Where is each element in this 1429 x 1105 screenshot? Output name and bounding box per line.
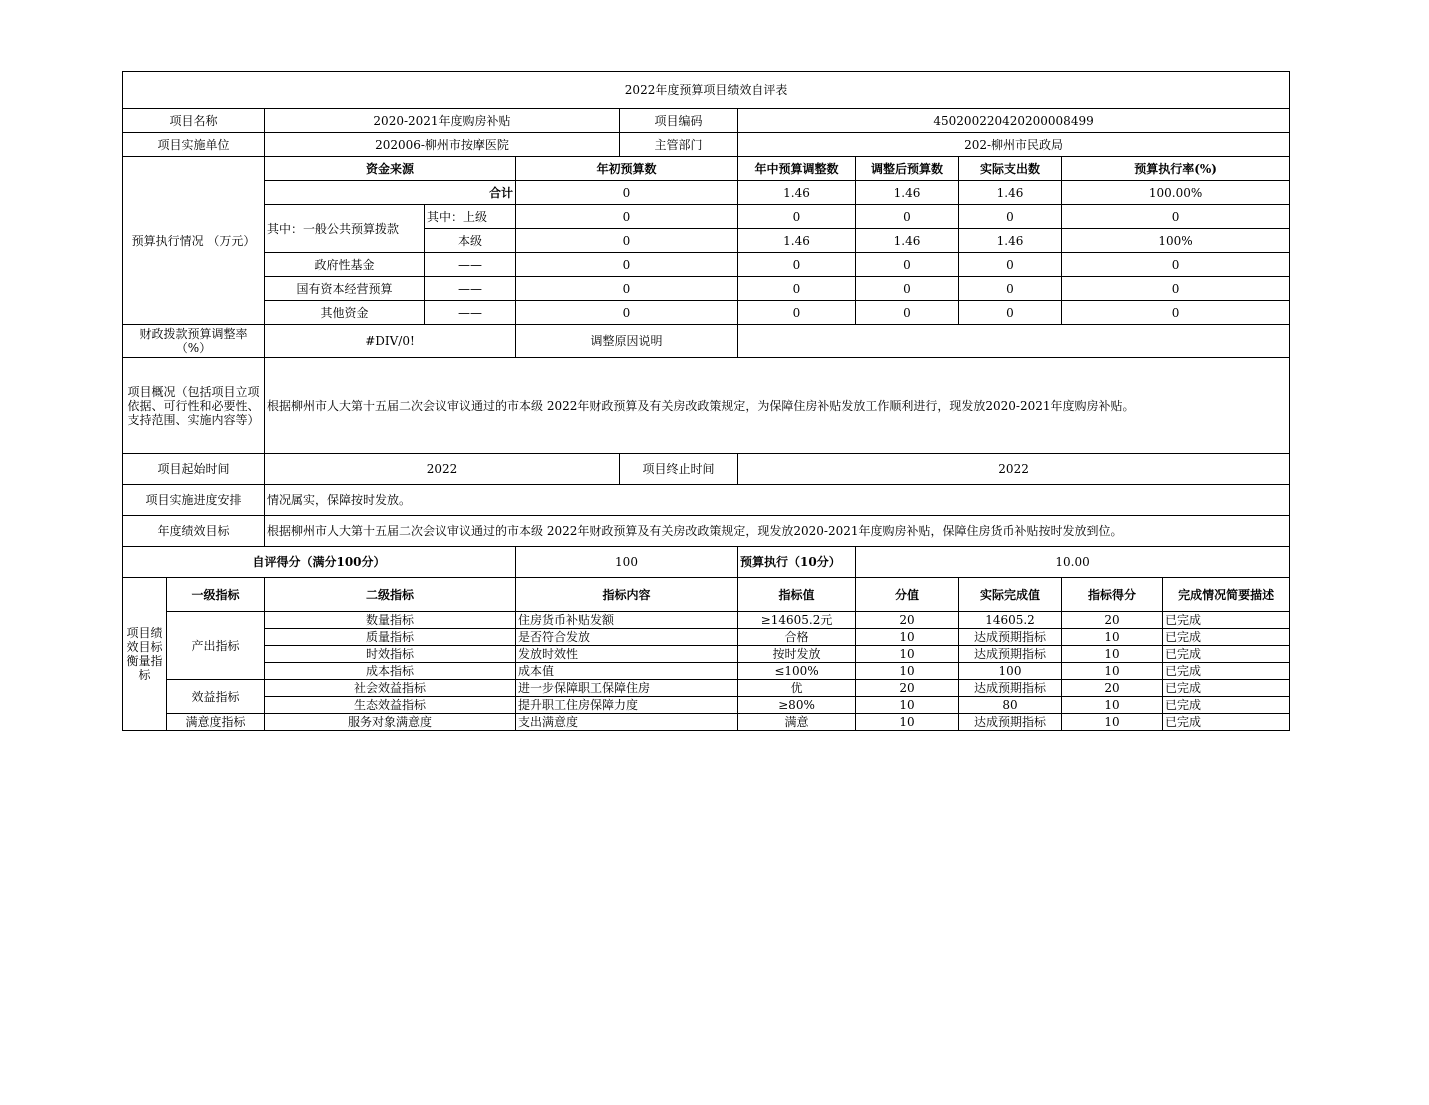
sub-local-adjusted: 1.46 bbox=[856, 229, 959, 253]
project-code-label: 项目编码 bbox=[620, 109, 738, 133]
sub-upper-adjusted: 0 bbox=[856, 205, 959, 229]
total-initial: 0 bbox=[516, 181, 738, 205]
start-time-label: 项目起始时间 bbox=[123, 454, 265, 485]
progress-label: 项目实施进度安排 bbox=[123, 485, 265, 516]
project-name: 2020-2021年度购房补贴 bbox=[265, 109, 620, 133]
gov-fund-rate: 0 bbox=[1062, 253, 1290, 277]
state-capital-label: 国有资本经营预算 bbox=[265, 277, 425, 301]
gov-fund-dash: —— bbox=[425, 253, 516, 277]
indicator-description: 已完成 bbox=[1163, 697, 1290, 714]
indicator-level2: 服务对象满意度 bbox=[265, 714, 516, 731]
budget-exec-score: 10.00 bbox=[856, 547, 1290, 578]
col-adjusted-budget: 调整后预算数 bbox=[856, 157, 959, 181]
sub-local-rate: 100% bbox=[1062, 229, 1290, 253]
adjust-reason-label: 调整原因说明 bbox=[516, 325, 738, 358]
gov-fund-adjusted: 0 bbox=[856, 253, 959, 277]
indicator-content: 住房货币补贴发额 bbox=[516, 612, 738, 629]
start-time: 2022 bbox=[265, 454, 620, 485]
department-label: 主管部门 bbox=[620, 133, 738, 157]
sub-upper-midyear: 0 bbox=[738, 205, 856, 229]
indicator-actual: 达成预期指标 bbox=[959, 646, 1062, 663]
indicator-description: 已完成 bbox=[1163, 612, 1290, 629]
indicator-content: 进一步保障职工保障住房 bbox=[516, 680, 738, 697]
indicator-actual: 80 bbox=[959, 697, 1062, 714]
sub-upper-rate: 0 bbox=[1062, 205, 1290, 229]
state-capital-initial: 0 bbox=[516, 277, 738, 301]
indicator-weight: 10 bbox=[856, 629, 959, 646]
indicator-level2: 成本指标 bbox=[265, 663, 516, 680]
annual-goal-text: 根据柳州市人大第十五届二次会议审议通过的市本级 2022年财政预算及有关房改政策规定，现发放2020-2021年度购房补贴，保障住房货币补贴按时发放到位。 bbox=[265, 516, 1290, 547]
indicator-score: 10 bbox=[1062, 646, 1163, 663]
other-fund-midyear: 0 bbox=[738, 301, 856, 325]
indicator-description: 已完成 bbox=[1163, 714, 1290, 731]
satisfaction-indicator-label: 满意度指标 bbox=[167, 714, 265, 731]
indicator-content: 是否符合发放 bbox=[516, 629, 738, 646]
indicator-score: 20 bbox=[1062, 680, 1163, 697]
indicator-target: 按时发放 bbox=[738, 646, 856, 663]
indicator-level2: 时效指标 bbox=[265, 646, 516, 663]
indicator-target: 优 bbox=[738, 680, 856, 697]
overview-text: 根据柳州市人大第十五届二次会议审议通过的市本级 2022年财政预算及有关房改政策规定，为保障住房补贴发放工作顺利进行，现发放2020-2021年度购房补贴。 bbox=[265, 358, 1290, 454]
indicator-content: 发放时效性 bbox=[516, 646, 738, 663]
col-exec-rate: 预算执行率(%) bbox=[1062, 157, 1290, 181]
indicator-target: 合格 bbox=[738, 629, 856, 646]
indicator-score: 10 bbox=[1062, 629, 1163, 646]
indicator-target: ≥14605.2元 bbox=[738, 612, 856, 629]
indicator-weight: 20 bbox=[856, 612, 959, 629]
indicator-description: 已完成 bbox=[1163, 663, 1290, 680]
total-actual: 1.46 bbox=[959, 181, 1062, 205]
total-midyear: 1.46 bbox=[738, 181, 856, 205]
col-midyear-adjust: 年中预算调整数 bbox=[738, 157, 856, 181]
indicator-level2: 质量指标 bbox=[265, 629, 516, 646]
other-fund-rate: 0 bbox=[1062, 301, 1290, 325]
adjust-rate-label: 财政拨款预算调整率（%） bbox=[123, 325, 265, 358]
indicator-level2: 生态效益指标 bbox=[265, 697, 516, 714]
col-content: 指标内容 bbox=[516, 578, 738, 612]
self-score: 100 bbox=[516, 547, 738, 578]
page-title: 2022年度预算项目绩效自评表 bbox=[123, 72, 1290, 109]
performance-self-evaluation-table bbox=[122, 71, 1290, 731]
indicator-weight: 10 bbox=[856, 646, 959, 663]
indicator-description: 已完成 bbox=[1163, 629, 1290, 646]
indicator-actual: 达成预期指标 bbox=[959, 629, 1062, 646]
sub-local-label: 本级 bbox=[425, 229, 516, 253]
other-fund-label: 其他资金 bbox=[265, 301, 425, 325]
other-fund-adjusted: 0 bbox=[856, 301, 959, 325]
col-target: 指标值 bbox=[738, 578, 856, 612]
implementing-unit-label: 项目实施单位 bbox=[123, 133, 265, 157]
overview-label: 项目概况（包括项目立项依据、可行性和必要性、支持范围、实施内容等） bbox=[123, 358, 265, 454]
indicator-content: 支出满意度 bbox=[516, 714, 738, 731]
indicator-level2: 社会效益指标 bbox=[265, 680, 516, 697]
department: 202-柳州市民政局 bbox=[738, 133, 1290, 157]
indicator-target: 满意 bbox=[738, 714, 856, 731]
project-code: 450200220420200008499 bbox=[738, 109, 1290, 133]
col-description: 完成情况简要描述 bbox=[1163, 578, 1290, 612]
indicator-content: 提升职工住房保障力度 bbox=[516, 697, 738, 714]
indicator-description: 已完成 bbox=[1163, 680, 1290, 697]
gov-fund-label: 政府性基金 bbox=[265, 253, 425, 277]
indicator-target: ≤100% bbox=[738, 663, 856, 680]
state-capital-rate: 0 bbox=[1062, 277, 1290, 301]
indicator-content: 成本值 bbox=[516, 663, 738, 680]
gov-fund-initial: 0 bbox=[516, 253, 738, 277]
gov-fund-midyear: 0 bbox=[738, 253, 856, 277]
sub-upper-label: 其中：上级 bbox=[425, 205, 516, 229]
progress-text: 情况属实，保障按时发放。 bbox=[265, 485, 1290, 516]
sub-upper-initial: 0 bbox=[516, 205, 738, 229]
indicator-weight: 20 bbox=[856, 680, 959, 697]
sub-local-initial: 0 bbox=[516, 229, 738, 253]
sub-local-actual: 1.46 bbox=[959, 229, 1062, 253]
indicator-weight: 10 bbox=[856, 714, 959, 731]
indicator-weight: 10 bbox=[856, 663, 959, 680]
project-name-label: 项目名称 bbox=[123, 109, 265, 133]
indicator-actual: 100 bbox=[959, 663, 1062, 680]
col-weight: 分值 bbox=[856, 578, 959, 612]
total-label: 合计 bbox=[265, 181, 516, 205]
adjust-rate: #DIV/0! bbox=[265, 325, 516, 358]
col-level1: 一级指标 bbox=[167, 578, 265, 612]
col-score: 指标得分 bbox=[1062, 578, 1163, 612]
col-actual-spend: 实际支出数 bbox=[959, 157, 1062, 181]
col-initial-budget: 年初预算数 bbox=[516, 157, 738, 181]
col-actual: 实际完成值 bbox=[959, 578, 1062, 612]
indicator-actual: 14605.2 bbox=[959, 612, 1062, 629]
gov-fund-actual: 0 bbox=[959, 253, 1062, 277]
col-fund-source: 资金来源 bbox=[265, 157, 516, 181]
state-capital-midyear: 0 bbox=[738, 277, 856, 301]
indicator-actual: 达成预期指标 bbox=[959, 680, 1062, 697]
self-score-label: 自评得分（满分100分） bbox=[123, 547, 516, 578]
general-budget-label: 其中：一般公共预算拨款 bbox=[265, 205, 425, 253]
col-level2: 二级指标 bbox=[265, 578, 516, 612]
indicator-target: ≥80% bbox=[738, 697, 856, 714]
other-fund-dash: —— bbox=[425, 301, 516, 325]
total-adjusted: 1.46 bbox=[856, 181, 959, 205]
indicators-section-label: 项目绩效目标衡量指标 bbox=[123, 578, 167, 731]
budget-section-label: 预算执行情况 （万元） bbox=[123, 157, 265, 325]
other-fund-actual: 0 bbox=[959, 301, 1062, 325]
output-indicator-label: 产出指标 bbox=[167, 612, 265, 680]
state-capital-actual: 0 bbox=[959, 277, 1062, 301]
sub-local-midyear: 1.46 bbox=[738, 229, 856, 253]
budget-exec-score-label: 预算执行（10分） bbox=[738, 547, 856, 578]
state-capital-adjusted: 0 bbox=[856, 277, 959, 301]
benefit-indicator-label: 效益指标 bbox=[167, 680, 265, 714]
adjust-reason bbox=[738, 325, 1290, 358]
end-time-label: 项目终止时间 bbox=[620, 454, 738, 485]
sub-upper-actual: 0 bbox=[959, 205, 1062, 229]
total-rate: 100.00% bbox=[1062, 181, 1290, 205]
indicator-weight: 10 bbox=[856, 697, 959, 714]
other-fund-initial: 0 bbox=[516, 301, 738, 325]
indicator-score: 20 bbox=[1062, 612, 1163, 629]
implementing-unit: 202006-柳州市按摩医院 bbox=[265, 133, 620, 157]
annual-goal-label: 年度绩效目标 bbox=[123, 516, 265, 547]
indicator-level2: 数量指标 bbox=[265, 612, 516, 629]
indicator-description: 已完成 bbox=[1163, 646, 1290, 663]
indicator-score: 10 bbox=[1062, 714, 1163, 731]
indicator-actual: 达成预期指标 bbox=[959, 714, 1062, 731]
end-time: 2022 bbox=[738, 454, 1290, 485]
indicator-score: 10 bbox=[1062, 663, 1163, 680]
indicator-score: 10 bbox=[1062, 697, 1163, 714]
state-capital-dash: —— bbox=[425, 277, 516, 301]
